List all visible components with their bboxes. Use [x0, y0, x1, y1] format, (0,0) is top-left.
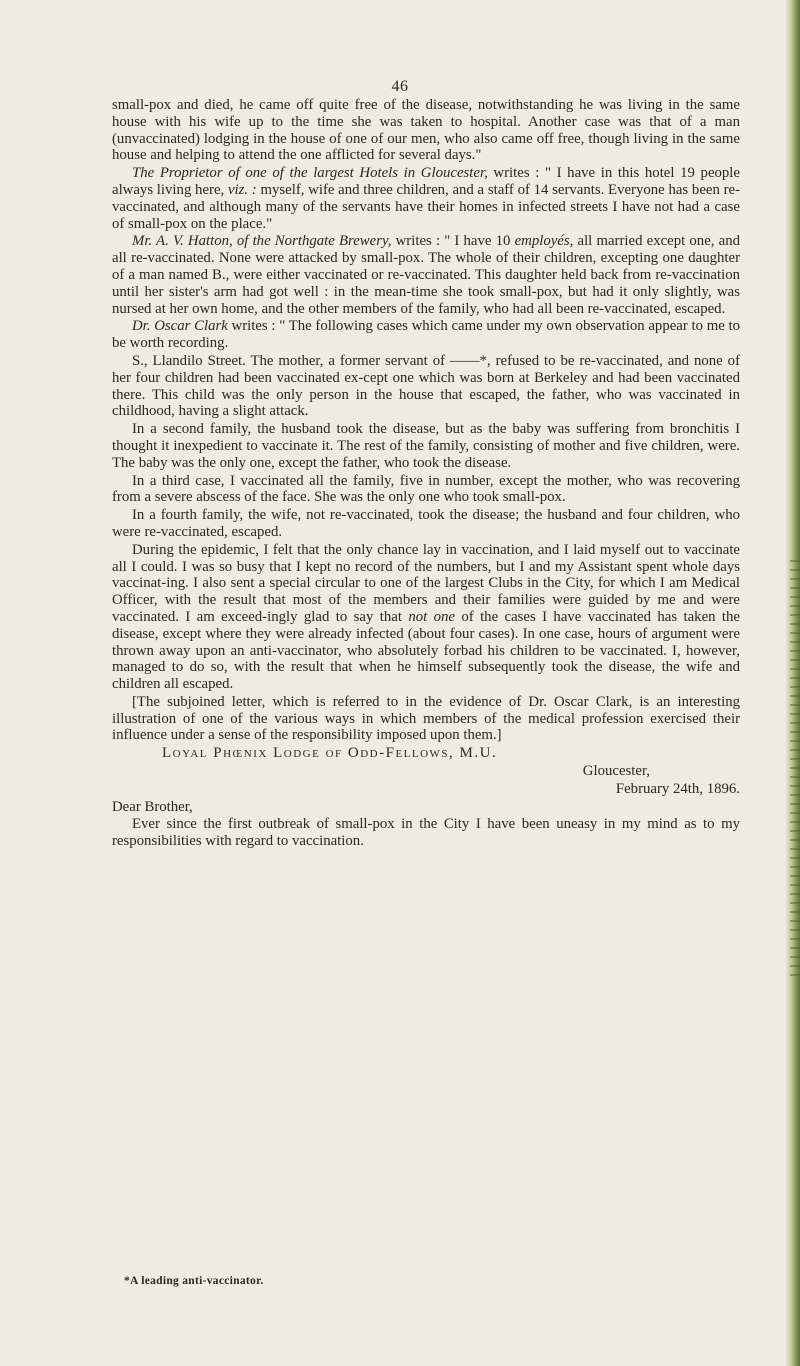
text-run: myself, wife and three children, and a staff of 14 servants. Everyone has been re-vaccinated, and although many of the servants have their homes in infected streets I have not had a case of small-pox on the place.": [112, 181, 740, 232]
text-run: During the epidemic, I felt that the only chance lay in vaccination, and I laid myself out to vaccinate all I could. I was so busy that I kept no record of the numbers, but I and my Assistant spent whole days vaccinat-ing. I also sent a special circular to one of the largest Clubs in the City, for which I am Medical Officer, with the result that most of the members and their families were guided by me and were vaccinated. I am exceed-ingly glad to say that: [112, 541, 740, 625]
speaker: Mr. A. V. Hatton, of the Northgate Brewery,: [132, 233, 392, 250]
letter-place: Gloucester,: [582, 763, 650, 780]
text-run: writes : " The following cases which came under my own observation appear to me to be worth recording.: [112, 318, 741, 352]
letter-heading: Loyal Phœnix Lodge of Odd-Fellows, M.U.: [162, 745, 498, 762]
page-number: 46: [391, 78, 409, 95]
text-run: employés,: [514, 233, 574, 250]
body-text: [112, 97, 740, 851]
paragraph: [112, 542, 740, 693]
text-run: not one: [408, 608, 455, 625]
text-run: writes : " I have 10: [391, 233, 515, 250]
speaker: The Proprietor of one of the largest Hotels in Gloucester,: [132, 165, 488, 182]
paragraph: [112, 165, 740, 232]
paragraph: In a third case, I vaccinated all the family, five in number, except the mother, who was recovering from a severe abscess of the face. She was the only one who took small-pox.: [112, 472, 740, 506]
letter-salutation: Dear Brother,: [112, 798, 193, 815]
paragraph: Ever since the first outbreak of small-pox in the City I have been uneasy in my mind as to my responsibilities with regard to vaccination.: [112, 816, 740, 850]
paragraph: In a second family, the husband took the disease, but as the baby was suffering from bronchitis I thought it inexpedient to vaccinate it. The rest of the family, consisting of mother and five children, were. The baby was the only one, except the father, who took the disease.: [112, 421, 740, 471]
paragraph: [112, 318, 740, 352]
footnote: *A leading anti-vaccinator.: [124, 1275, 264, 1287]
text-run: writes : " I have in this hotel 19 people always living here,: [112, 165, 740, 198]
editorial-note: [The subjoined letter, which is referred to in the evidence of Dr. Oscar Clark, is an interesting illustration of one of the various ways in which members of the medical profession exercised their influence under a sense of the responsibility imposed upon them.]: [112, 693, 740, 744]
page-edge-texture: [790, 560, 800, 980]
paragraph: In a fourth family, the wife, not re-vaccinated, took the disease; the husband and four children, who were re-vaccinated, escaped.: [112, 507, 740, 540]
paragraph: small-pox and died, he came off quite free of the disease, notwithstanding he was living in the same house with his wife up to the time she was taken to hospital. Another case was that of a man (unvaccinated) lodging in the house of one of our men, who also came off free, though living in the same house and helping to attend the one afflicted for several days.": [112, 97, 740, 164]
text-run: all married except one, and all re-vaccinated. None were attacked by small-pox. The whole of their children, excepting one daughter of a man named B., were either vaccinated or re-vaccinated. This daughter held back from re-vaccination until her sister's arm had got well : in the mean-time she took small-pox, but had it only slightly, was nursed at her own home, and the other members of the family, who had all been re-vaccinated, escaped.: [112, 233, 740, 317]
text-run: viz. :: [227, 181, 257, 198]
paragraph: S., Llandilo Street. The mother, a former servant of ——*, refused to be re-vaccinated, and none of her four children had been vaccinated ex-cept one which was born at Berkeley and had been vaccinated there. This child was the only person in the house that escaped, the father, who was vaccinated in childhood, having a slight attack.: [112, 352, 740, 420]
text-run: of the cases I have vaccinated has taken the disease, except where they were already infected (about four cases). In one case, hours of argument were thrown away upon an anti-vaccinator, who absolutely forbad his children to be vaccinated. I, however, managed to do so, with the result that when he himself subsequently took the disease, the wife and children all escaped.: [112, 608, 740, 693]
letter-date: February 24th, 1896.: [615, 780, 740, 797]
paragraph: [112, 233, 740, 317]
speaker: Dr. Oscar Clark: [132, 318, 228, 335]
